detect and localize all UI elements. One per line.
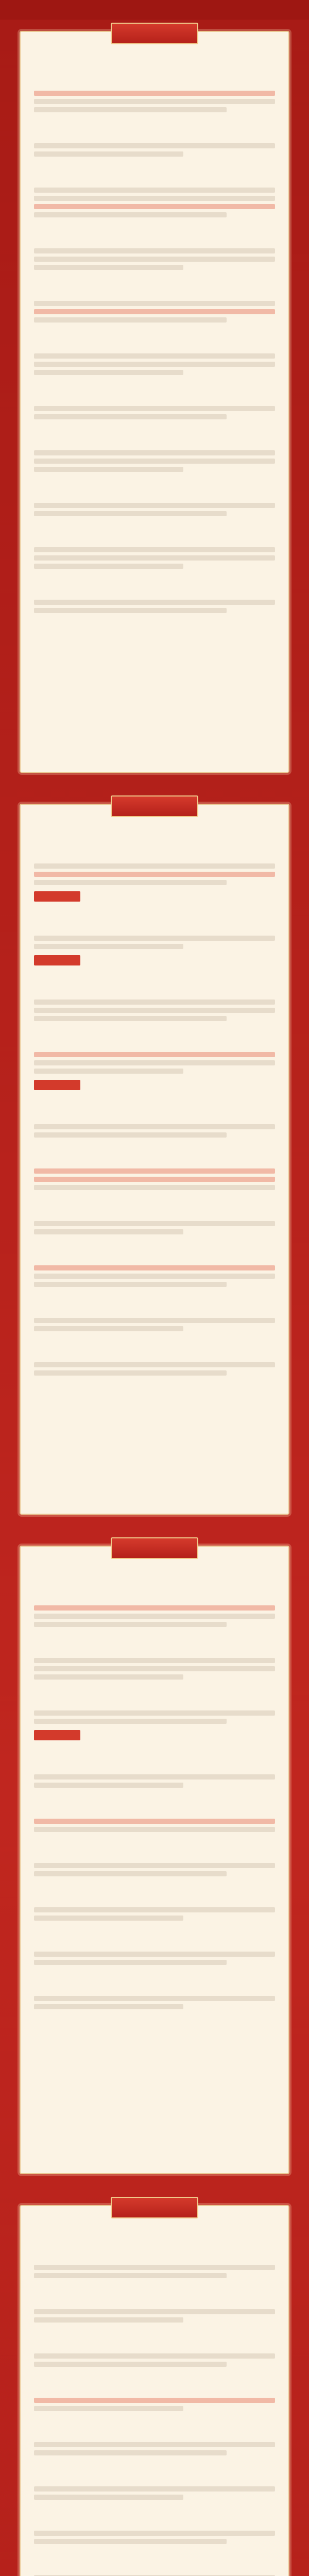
article: [34, 2281, 275, 2302]
highlight-tag: [34, 955, 80, 965]
article: [34, 1238, 275, 1258]
article: [34, 2503, 275, 2523]
article: [34, 2237, 275, 2258]
article: [34, 115, 275, 136]
article-text: [34, 1193, 275, 1214]
article: [34, 1096, 275, 1117]
article-text: [34, 2459, 275, 2479]
article: [34, 1835, 275, 1856]
article-text: [34, 1879, 275, 1900]
article-text: [34, 475, 275, 496]
article: [34, 1334, 275, 1355]
highlight-tag: [34, 1730, 80, 1740]
article: [34, 2370, 275, 2391]
article-text: [34, 572, 275, 592]
chapter-heading: [111, 2197, 198, 2218]
article: [34, 2547, 275, 2568]
article-text: [34, 1683, 275, 1703]
article-text: [34, 115, 275, 136]
article: [34, 1193, 275, 1214]
article-text: [34, 1630, 275, 1651]
article: [34, 2459, 275, 2479]
chapter-panel-1: [20, 31, 289, 773]
article-text: [34, 836, 275, 856]
article-text: [34, 1968, 275, 1989]
article: [34, 273, 275, 294]
article-text: [34, 422, 275, 443]
article-text: [34, 273, 275, 294]
article-list: [34, 63, 275, 613]
article-text: [34, 1238, 275, 1258]
highlight-tag: [34, 1080, 80, 1090]
article: [34, 160, 275, 180]
article: [34, 378, 275, 399]
article: [34, 1290, 275, 1311]
article-text: [34, 2326, 275, 2346]
article-text: [34, 2281, 275, 2302]
chapter-heading: [111, 23, 198, 44]
article-text: [34, 519, 275, 540]
chapter-heading: [111, 1537, 198, 1559]
top-strip: [0, 0, 309, 20]
article-text: [34, 2503, 275, 2523]
article-list: [34, 2237, 275, 2576]
article-text: [34, 1924, 275, 1944]
article: [34, 572, 275, 592]
article-text: [34, 160, 275, 180]
chapter-panel-4: [20, 2205, 289, 2576]
article: [34, 1683, 275, 1703]
article: [34, 221, 275, 241]
article-list: [34, 1578, 275, 2009]
article-text: [34, 1141, 275, 1161]
article-text: [34, 2370, 275, 2391]
article: [34, 1024, 275, 1045]
article: [34, 1747, 275, 1767]
article-text: [34, 1290, 275, 1311]
article: [34, 1968, 275, 1989]
article: [34, 1578, 275, 1598]
chapter-panel-3: [20, 1546, 289, 2174]
article: [34, 908, 275, 928]
article-text: [34, 63, 275, 83]
article-text: [34, 326, 275, 346]
article-list: [34, 836, 275, 1376]
chapter-panel-2: [20, 804, 289, 1515]
highlight-tag: [34, 891, 80, 902]
article: [34, 836, 275, 856]
article: [34, 2414, 275, 2435]
article: [34, 519, 275, 540]
article: [34, 1791, 275, 1811]
article: [34, 422, 275, 443]
article-text: [34, 2414, 275, 2435]
article: [34, 63, 275, 83]
article: [34, 1924, 275, 1944]
article-text: [34, 1835, 275, 1856]
article-text: [34, 908, 275, 928]
chapter-heading: [111, 795, 198, 817]
article: [34, 1630, 275, 1651]
article: [34, 972, 275, 992]
article-text: [34, 1334, 275, 1355]
article-text: [34, 1791, 275, 1811]
article: [34, 326, 275, 346]
article-text: [34, 972, 275, 992]
article-text: [34, 2547, 275, 2568]
article-text: [34, 378, 275, 399]
article: [34, 1141, 275, 1161]
article: [34, 1879, 275, 1900]
article-text: [34, 1024, 275, 1045]
article: [34, 475, 275, 496]
article: [34, 2326, 275, 2346]
article-text: [34, 2237, 275, 2258]
article-text: [34, 1578, 275, 1598]
article-text: [34, 221, 275, 241]
article-text: [34, 1096, 275, 1117]
article-text: [34, 1747, 275, 1767]
